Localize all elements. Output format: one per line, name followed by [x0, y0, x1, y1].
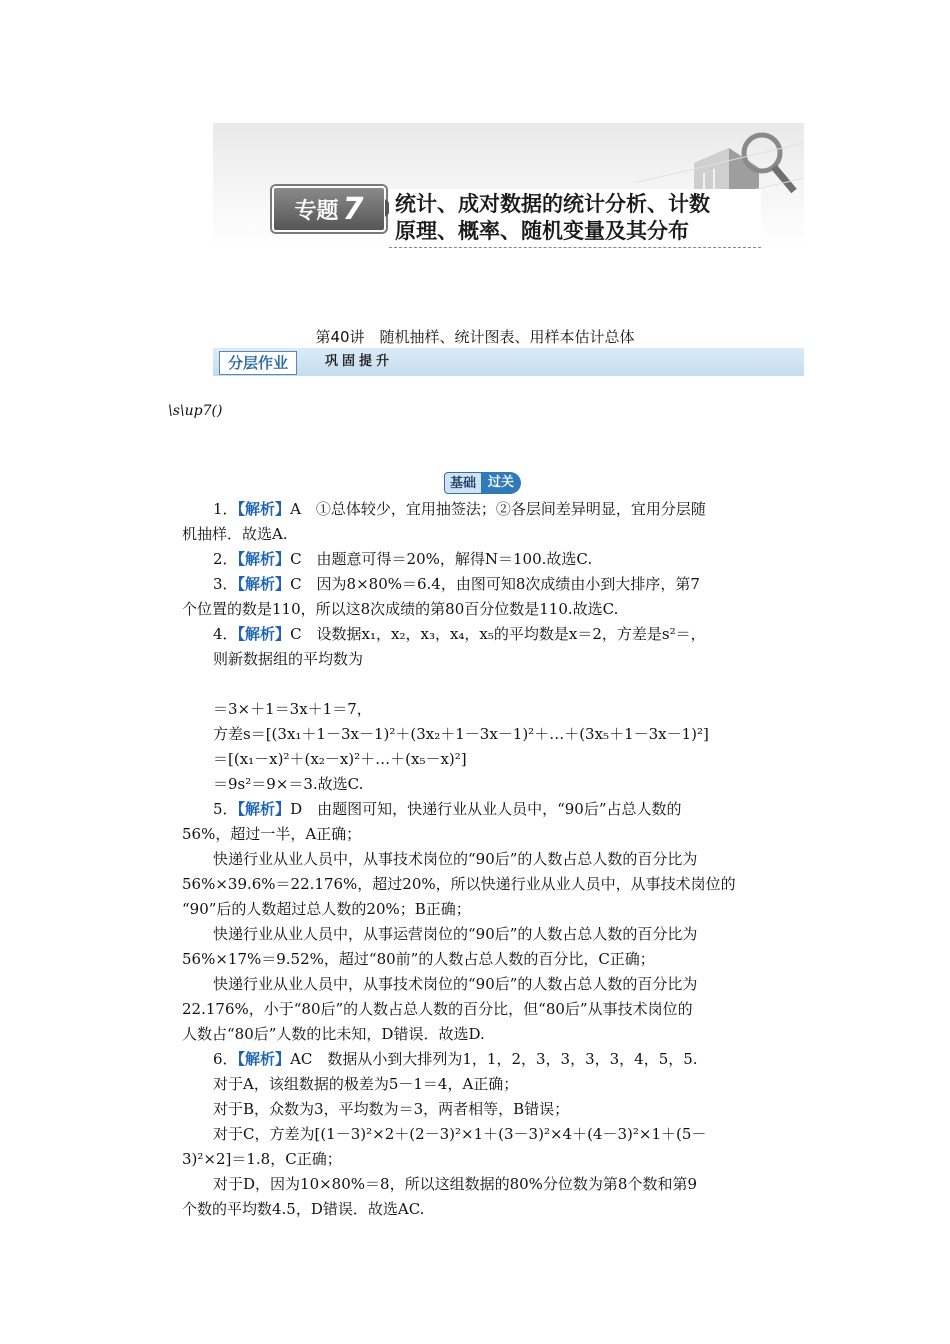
jiexi-label: 【解析】 [237, 550, 291, 568]
text-line: ＝[(x₁－x)²＋(x₂－x)²＋…＋(x₅－x)²] [213, 750, 467, 768]
text-line: 对于C，方差为[(1－3)²×2＋(2－3)²×1＋(3－3)²×4＋(4－3)²×1＋(5－ [213, 1125, 707, 1143]
topic-title-line1: 统计、成对数据的统计分析、计数 [395, 192, 710, 216]
section-badge [444, 472, 521, 494]
text-line: 快递行业从业人员中，从事运营岗位的“90后”的人数占总人数的百分比为 [213, 925, 698, 943]
text-line: 56%×39.6%＝22.176%，超过20%，所以快递行业从业人员中，从事技术岗位的 [182, 875, 736, 893]
section-badge-left: 基础 [444, 472, 481, 494]
text-line: 机抽样．故选A. [182, 525, 288, 543]
blank-line [182, 672, 772, 697]
section-badge-right: 过关 [481, 472, 521, 494]
text-line: 人数占“80后”人数的比未知，D错误．故选D. [182, 1025, 485, 1043]
text-line: 个位置的数是110，所以这8次成绩的第80百分位数是110.故选C. [182, 600, 619, 618]
text-line: ＝9s²＝9×＝3.故选C. [213, 775, 364, 793]
text-line: 方差s＝[(3x₁＋1－3x－1)²＋(3x₂＋1－3x－1)²＋…＋(3x₅＋1－3x－1)²] [213, 725, 709, 743]
solutions [182, 497, 772, 1222]
text-line: “90”后的人数超过总人数的20%；B正确； [182, 900, 471, 918]
topic-title [389, 189, 761, 248]
answer-line: 2．【解析】C 由题意可得＝20%，解得N＝100.故选C. [213, 550, 593, 568]
topic-tag-prefix: 专题 [294, 198, 339, 224]
topic-title-line2: 原理、概率、随机变量及其分布 [395, 219, 689, 243]
text-line: 56%×17%＝9.52%，超过“80前”的人数占总人数的百分比，C正确； [182, 950, 655, 968]
topic-tag [272, 186, 386, 232]
chapter-banner [213, 123, 804, 248]
text-line: 对于D，因为10×80%＝8，所以这组数据的80%分位数为第8个数和第9 [213, 1175, 697, 1193]
text-line: ＝3×＋1＝3x＋1＝7， [213, 700, 372, 718]
text-line: 56%，超过一半，A正确； [182, 825, 362, 843]
lecture-title: 第40讲 随机抽样、统计图表、用样本估计总体 [315, 328, 635, 346]
text-line: 对于B，众数为3，平均数为＝3，两者相等，B错误； [213, 1100, 570, 1118]
answer-line: 1．【解析】A ①总体较少，宜用抽签法；②各层间差异明显，宜用分层随 [213, 500, 706, 518]
text-line: 22.176%，小于“80后”的人数占总人数的百分比，但“80后”从事技术岗位的 [182, 1000, 693, 1018]
field-code: \s\up7() [168, 403, 223, 419]
text-line: 对于A，该组数据的极差为5－1＝4，A正确； [213, 1075, 519, 1093]
answer-line: 3．【解析】C 因为8×80%＝6.4，由图可知8次成绩由小到大排序，第7 [213, 575, 700, 593]
homework-subtitle: 巩固提升 [325, 354, 394, 369]
text-line: 快递行业从业人员中，从事技术岗位的“90后”的人数占总人数的百分比为 [213, 975, 698, 993]
jiexi-label: 【解析】 [237, 1050, 291, 1068]
answer-line: 5．【解析】D 由题图可知，快递行业从业人员中，“90后”占总人数的 [213, 800, 682, 818]
jiexi-label: 【解析】 [237, 800, 291, 818]
answer-line: 4．【解析】C 设数据x₁，x₂，x₃，x₄，x₅的平均数是x＝2，方差是s²＝， [213, 625, 706, 643]
text-line: 快递行业从业人员中，从事技术岗位的“90后”的人数占总人数的百分比为 [213, 850, 698, 868]
homework-label: 分层作业 [219, 351, 297, 375]
homework-bar [213, 348, 804, 376]
jiexi-label: 【解析】 [237, 500, 291, 518]
answer-line: 6．【解析】AC 数据从小到大排列为1，1，2，3，3，3，3，4，5，5. [213, 1050, 698, 1068]
jiexi-label: 【解析】 [237, 625, 291, 643]
jiexi-label: 【解析】 [237, 575, 291, 593]
text-line: 个数的平均数4.5，D错误．故选AC. [182, 1200, 425, 1218]
text-line: 3)²×2]＝1.8，C正确； [182, 1150, 342, 1168]
text-line: 则新数据组的平均数为 [213, 650, 364, 668]
topic-tag-number: 7 [342, 191, 364, 227]
